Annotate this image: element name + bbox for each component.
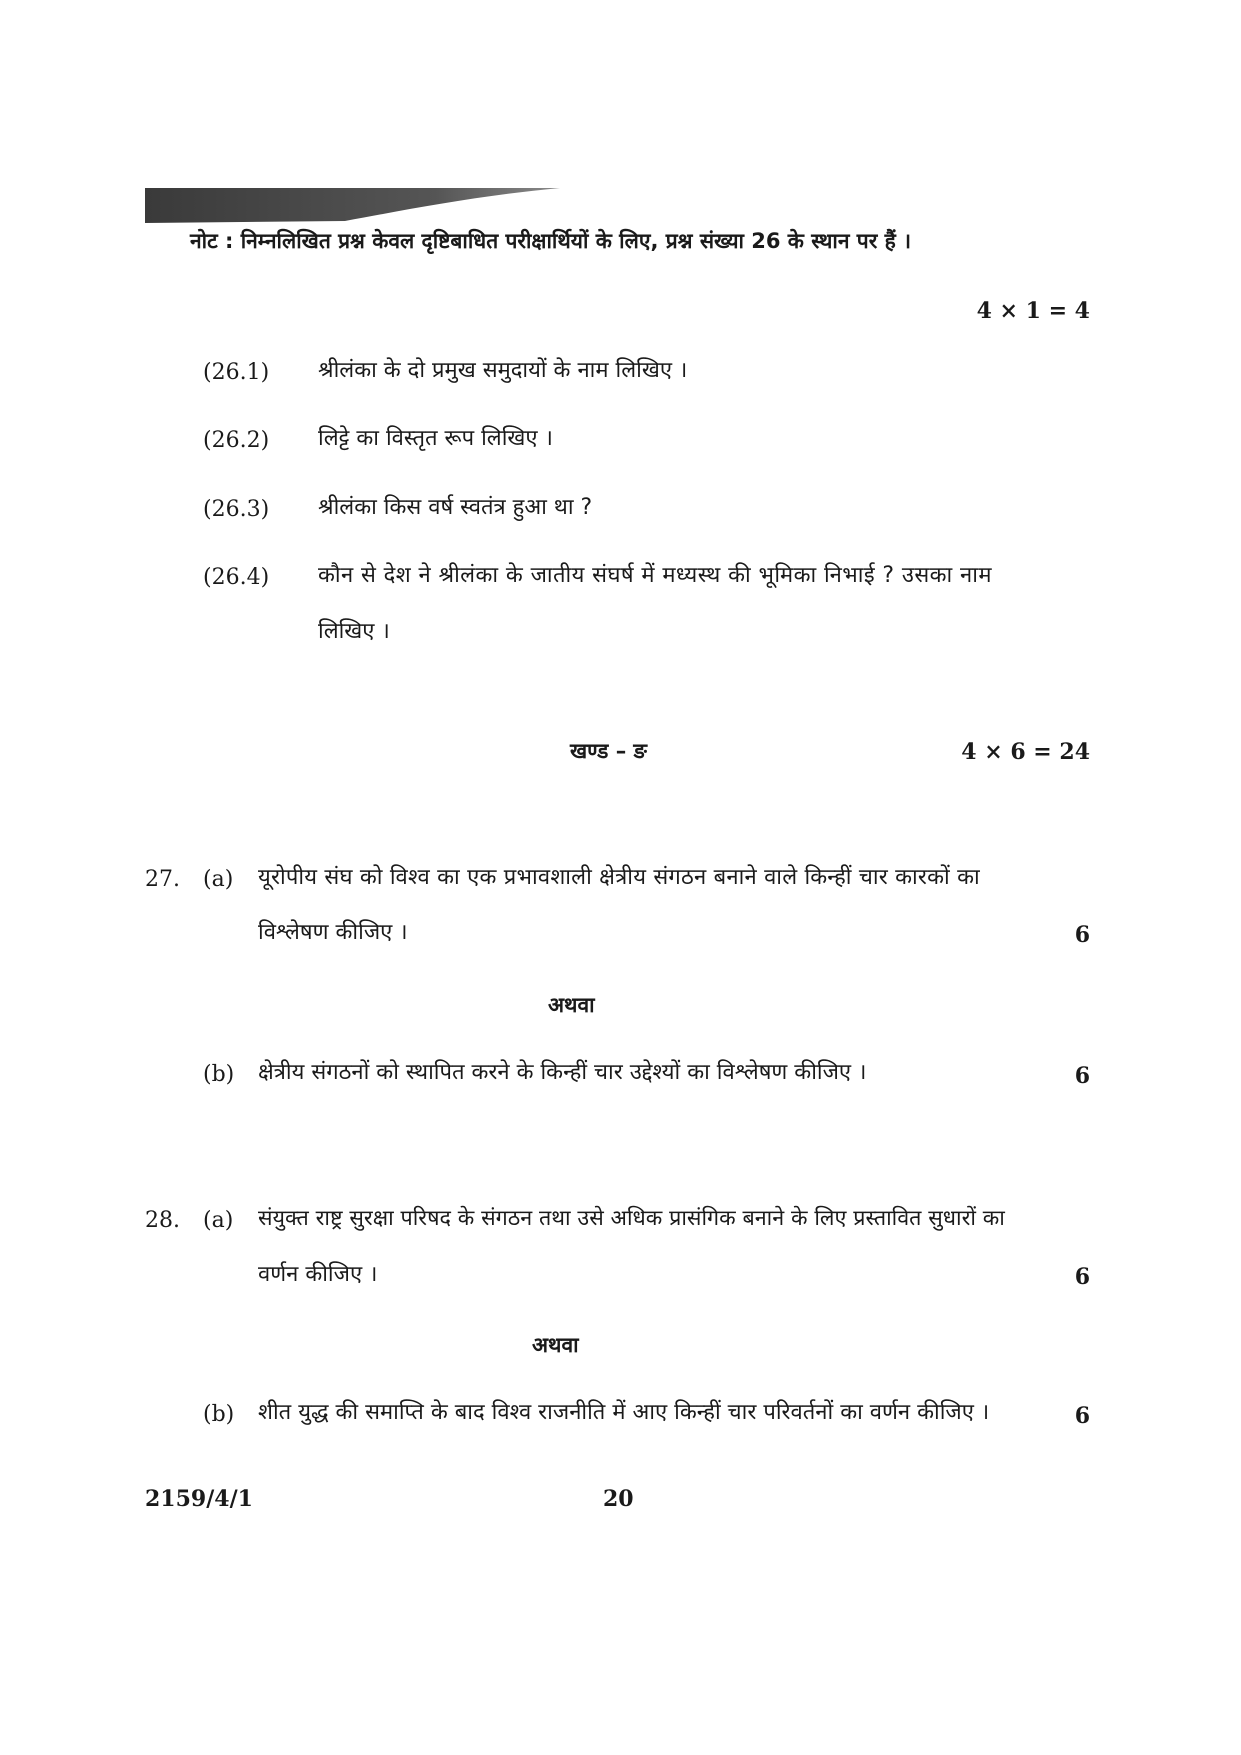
or-separator: अथवा <box>532 1333 579 1357</box>
note-marks: 4 × 1 = 4 <box>976 298 1090 324</box>
question-number: 27. <box>145 867 180 892</box>
or-separator: अथवा <box>548 993 595 1017</box>
subq-text: कौन से देश ने श्रीलंका के जातीय संघर्ष में मध्यस्थ की भूमिका निभाई ? उसका नाम <box>318 563 992 588</box>
part-label: (b) <box>203 1402 235 1427</box>
marks: 6 <box>1074 1063 1090 1089</box>
marks: 6 <box>1074 1403 1090 1429</box>
section-marks: 4 × 6 = 24 <box>961 739 1090 765</box>
marks: 6 <box>1074 922 1090 948</box>
subq-text-continued: लिखिए । <box>318 619 390 644</box>
subq-text: लिट्टे का विस्तृत रूप लिखिए । <box>318 426 553 451</box>
marks: 6 <box>1074 1264 1090 1290</box>
header-banner <box>145 188 560 223</box>
subq-number: (26.2) <box>203 428 270 453</box>
question-number: 28. <box>145 1208 180 1233</box>
subq-text: श्रीलंका किस वर्ष स्वतंत्र हुआ था ? <box>318 495 593 520</box>
paper-code: 2159/4/1 <box>145 1486 253 1512</box>
note: नोट : निम्नलिखित प्रश्न केवल दृष्टिबाधित परीक्षार्थियों के लिए, प्रश्न संख्या 26 के स्थान पर हैं । <box>190 229 912 253</box>
question-text: यूरोपीय संघ को विश्व का एक प्रभावशाली क्षेत्रीय संगठन बनाने वाले किन्हीं चार कारकों का <box>258 865 980 890</box>
subq-number: (26.1) <box>203 360 270 385</box>
question-text-continued: विश्लेषण कीजिए । <box>258 920 408 945</box>
subq-number: (26.3) <box>203 497 270 522</box>
section-title: खण्ड – ङ <box>570 739 647 763</box>
part-label: (a) <box>203 1208 234 1233</box>
subq-number: (26.4) <box>203 565 270 590</box>
part-label: (a) <box>203 867 234 892</box>
subq-text: श्रीलंका के दो प्रमुख समुदायों के नाम लिखिए । <box>318 358 688 383</box>
part-label: (b) <box>203 1062 235 1087</box>
question-text-continued: वर्णन कीजिए । <box>258 1262 378 1287</box>
question-text: संयुक्त राष्ट्र सुरक्षा परिषद के संगठन तथा उसे अधिक प्रासंगिक बनाने के लिए प्रस्तावित सुधारों का <box>258 1206 1005 1231</box>
question-text: शीत युद्ध की समाप्ति के बाद विश्व राजनीति में आए किन्हीं चार परिवर्तनों का वर्णन कीजिए । <box>258 1400 990 1425</box>
question-text: क्षेत्रीय संगठनों को स्थापित करने के किन्हीं चार उद्देश्यों का विश्लेषण कीजिए । <box>258 1060 867 1085</box>
page-number: 20 <box>603 1486 634 1512</box>
